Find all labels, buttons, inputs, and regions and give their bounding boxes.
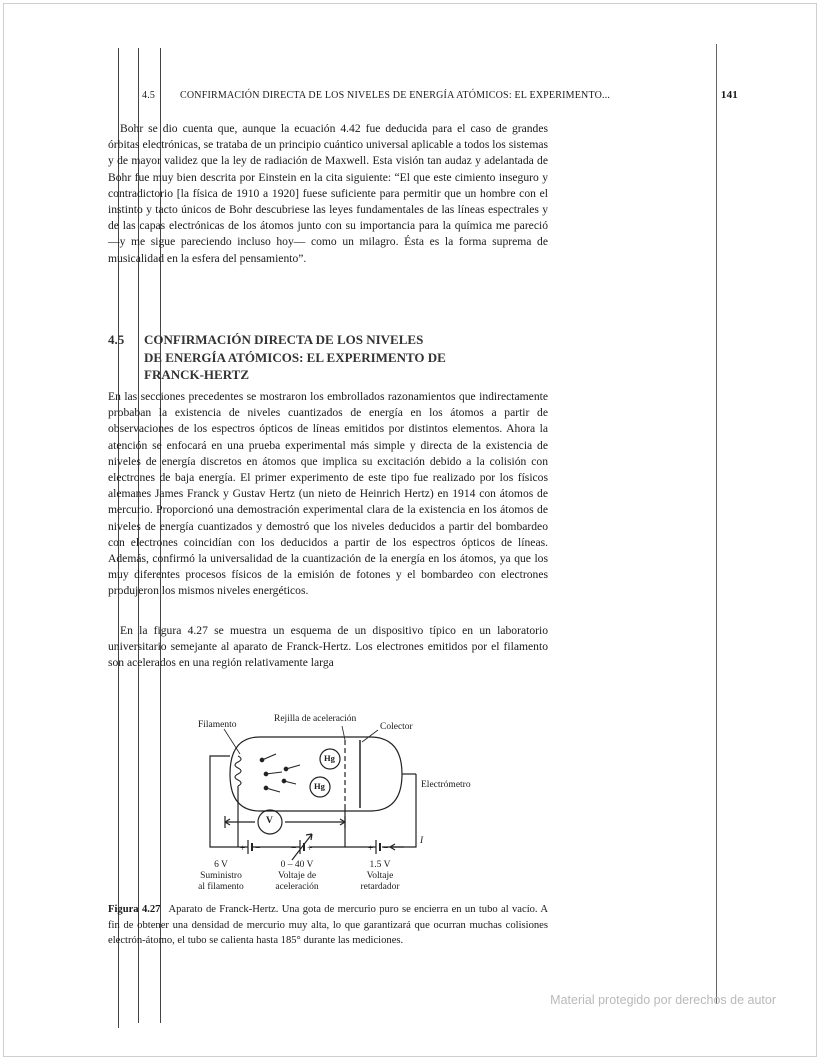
mercury-label: Hg	[324, 753, 335, 763]
circuit-right-wire	[382, 774, 416, 847]
franck-hertz-figure	[180, 712, 540, 902]
supply-line-1: Voltaje de	[277, 871, 317, 881]
section-title-line-2: DE ENERGÍA ATÓMICOS: EL EXPERIMENTO DE	[144, 349, 446, 365]
voltmeter-label: V	[266, 816, 273, 826]
section-title-line-1: CONFIRMACIÓN DIRECTA DE LOS NIVELES	[144, 332, 424, 347]
supply-voltage: 1.5 V	[369, 860, 391, 870]
mercury-label: Hg	[314, 781, 325, 791]
header-title: CONFIRMACIÓN DIRECTA DE LOS NIVELES DE ENERGÍA ATÓMICOS: EL EXPERIMENTO...	[180, 90, 611, 101]
paragraph-next: En la figura 4.27 se muestra un esquema de un dispositivo típico en un laboratorio universitario semejante al aparato de Franck-Hertz. Los electrones emitidos por el filamento son acelerados en una región relativamente larga	[108, 624, 548, 670]
circuit-grid-wire	[310, 808, 345, 847]
filament-label: Filamento	[198, 720, 237, 730]
supply-voltage: 6 V	[214, 860, 228, 870]
plus-sign: +	[307, 844, 313, 854]
supply-filament	[186, 860, 256, 893]
grid-label-pointer	[342, 726, 345, 740]
supply-line-2: retardador	[360, 882, 400, 892]
minus-sign: −	[291, 844, 297, 854]
supply-voltage: 0 – 40 V	[280, 860, 314, 870]
section-heading	[108, 331, 548, 384]
minus-sign: −	[255, 844, 261, 854]
electrometer-label: Electrómetro	[421, 780, 471, 790]
copyright-watermark: Material protegido por derechos de autor	[550, 993, 776, 1007]
supply-acceleration	[260, 860, 334, 893]
plus-sign: +	[368, 844, 374, 854]
scan-artifact-line	[716, 44, 717, 1004]
electron-arrows	[260, 754, 300, 792]
section-title-line-3: FRANCK-HERTZ	[144, 367, 249, 382]
caption-figure-number: Figura 4.27	[108, 904, 161, 915]
collector-label-pointer	[362, 730, 378, 742]
supply-retarding	[350, 860, 410, 893]
current-arrow	[390, 844, 404, 850]
section-number: 4.5	[108, 332, 125, 347]
supply-line-1: Suministro	[200, 871, 242, 881]
paragraph-intro: Bohr se dio cuenta que, aunque la ecuación 4.42 fue deducida para el caso de grandes órbitas electrónicas, se trataba de un principio cuántico universal aplicable a todos los sistemas y de mayor validez que la ley de radiación de Maxwell. Esta visión tan audaz y adelantada de Bohr fue muy bien descrita por Einstein en la cita siguiente: “El que este cimiento inseguro y contradictorio [la física de 1910 a 1920] fuese suficiente para permitir que un hombre con el instinto y tacto únicos de Bohr descubriese las leyes fundamentales de las líneas espectrales y de las capas electrónicas de los átomos junto con su importancia para la química me pareció —y me sigue pareciendo incluso hoy— como un milagro. Ésta es la forma suprema de musicalidad en la esfera del pensamiento”.	[108, 122, 548, 265]
supply-line-2: aceleración	[275, 882, 319, 892]
plus-sign: +	[240, 844, 246, 854]
supply-line-2: al filamento	[198, 882, 244, 892]
minus-sign: −	[383, 844, 389, 854]
page-number: 141	[720, 89, 738, 101]
figure-caption	[108, 902, 548, 949]
filament-coil	[235, 756, 241, 786]
vacuum-tube	[230, 737, 402, 811]
header-section-number: 4.5	[142, 90, 156, 101]
caption-text: Aparato de Franck-Hertz. Una gota de mercurio puro se encierra en un tubo al vacío. A fin de obtener una densidad de mercurio muy alta, lo que garantizará que ocurran muchas colisiones electrón-átomo, el tubo se calienta hasta 185° durante las mediciones.	[108, 904, 548, 946]
filament-label-pointer	[224, 729, 240, 754]
paragraph-main: En las secciones precedentes se mostraron los embrollados razonamientos que indirectamente probaban la existencia de niveles cuantizados de energía en los átomos a partir de observaciones de los espectros ópticos de líneas emitidos por distintos elementos. Ahora la atención se enfocará en una prueba experimental más simple y directa de la existencia de niveles de energía discretos en átomos que implica su excitación debido a la colisión con electrones de baja energía. El primer experimento de este tipo fue realizado por los físicos alemanes James Franck y Gustav Hertz (un nieto de Heinrich Hertz) en 1914 con átomos de mercurio. Proporcionó una demostración experimental clara de la existencia en los átomos de niveles de energía cuantizados y demostró que los niveles deducidos a partir del bombardeo con electrones coincidían con los deducidos a partir de los espectros ópticos de líneas. Además, confirmó la universalidad de la cuantización de la energía en los átomos, ya que los muy diferentes procesos físicos de la emisión de fotones y el bombardeo con electrones produjeron los mismos niveles energéticos.	[108, 390, 548, 598]
running-header	[110, 90, 738, 108]
current-label: I	[420, 836, 424, 846]
grid-label: Rejilla de aceleración	[274, 714, 357, 724]
circuit-left-wire	[210, 756, 248, 847]
supply-line-1: Voltaje	[366, 871, 394, 881]
collector-label: Colector	[380, 722, 413, 732]
